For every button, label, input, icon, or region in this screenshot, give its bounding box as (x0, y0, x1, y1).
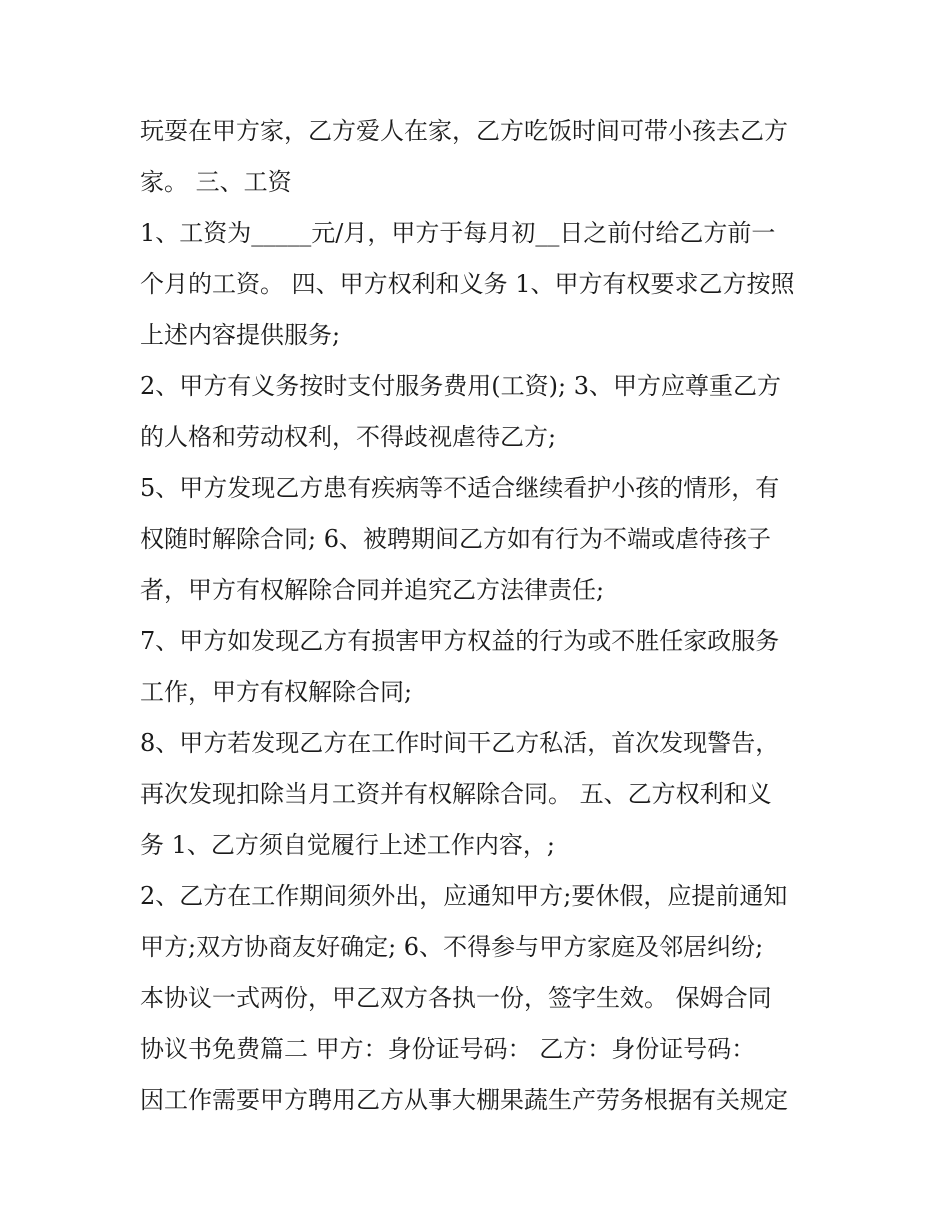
text-line: 本协议一式两份，甲乙双方各执一份，签字生效。 保姆合同 (140, 984, 772, 1012)
document-body (140, 106, 820, 1126)
text-line: 2、甲方有义务按时支付服务费用(工资); 3、甲方应尊重乙方 (140, 372, 781, 400)
text-line: 务 1、乙方须自觉履行上述工作内容，; (140, 831, 555, 859)
text-line: 工作，甲方有权解除合同; (140, 678, 413, 706)
text-line: 1、工资为_____元/月，甲方于每月初__日之前付给乙方前一 (140, 219, 776, 247)
text-line: 玩耍在甲方家，乙方爱人在家，乙方吃饭时间可带小孩去乙方 (140, 117, 788, 145)
text-line: 7、甲方如发现乙方有损害甲方权益的行为或不胜任家政服务 (140, 627, 780, 655)
text-line: 因工作需要甲方聘用乙方从事大棚果蔬生产劳务根据有关规定 (140, 1086, 788, 1114)
text-line: 的人格和劳动权利，不得歧视虐待乙方; (140, 423, 557, 451)
text-line: 甲方;双方协商友好确定; 6、不得参与甲方家庭及邻居纠纷; (140, 933, 764, 961)
text-line: 2、乙方在工作期间须外出，应通知甲方;要休假，应提前通知 (140, 882, 788, 910)
text-line: 5、甲方发现乙方患有疾病等不适合继续看护小孩的情形，有 (140, 474, 780, 502)
text-line: 者，甲方有权解除合同并追究乙方法律责任; (140, 576, 605, 604)
text-line: 个月的工资。 四、甲方权利和义务 1、甲方有权要求乙方按照 (140, 270, 795, 298)
text-line: 再次发现扣除当月工资并有权解除合同。 五、乙方权利和义 (140, 780, 772, 808)
text-line: 协议书免费篇二 甲方：身份证号码： 乙方：身份证号码： (140, 1035, 756, 1063)
text-line: 权随时解除合同; 6、被聘期间乙方如有行为不端或虐待孩子 (140, 525, 771, 553)
text-line: 家。 三、工资 (140, 168, 292, 196)
text-line: 8、甲方若发现乙方在工作时间干乙方私活，首次发现警告， (140, 729, 780, 757)
text-line: 上述内容提供服务; (140, 321, 341, 349)
